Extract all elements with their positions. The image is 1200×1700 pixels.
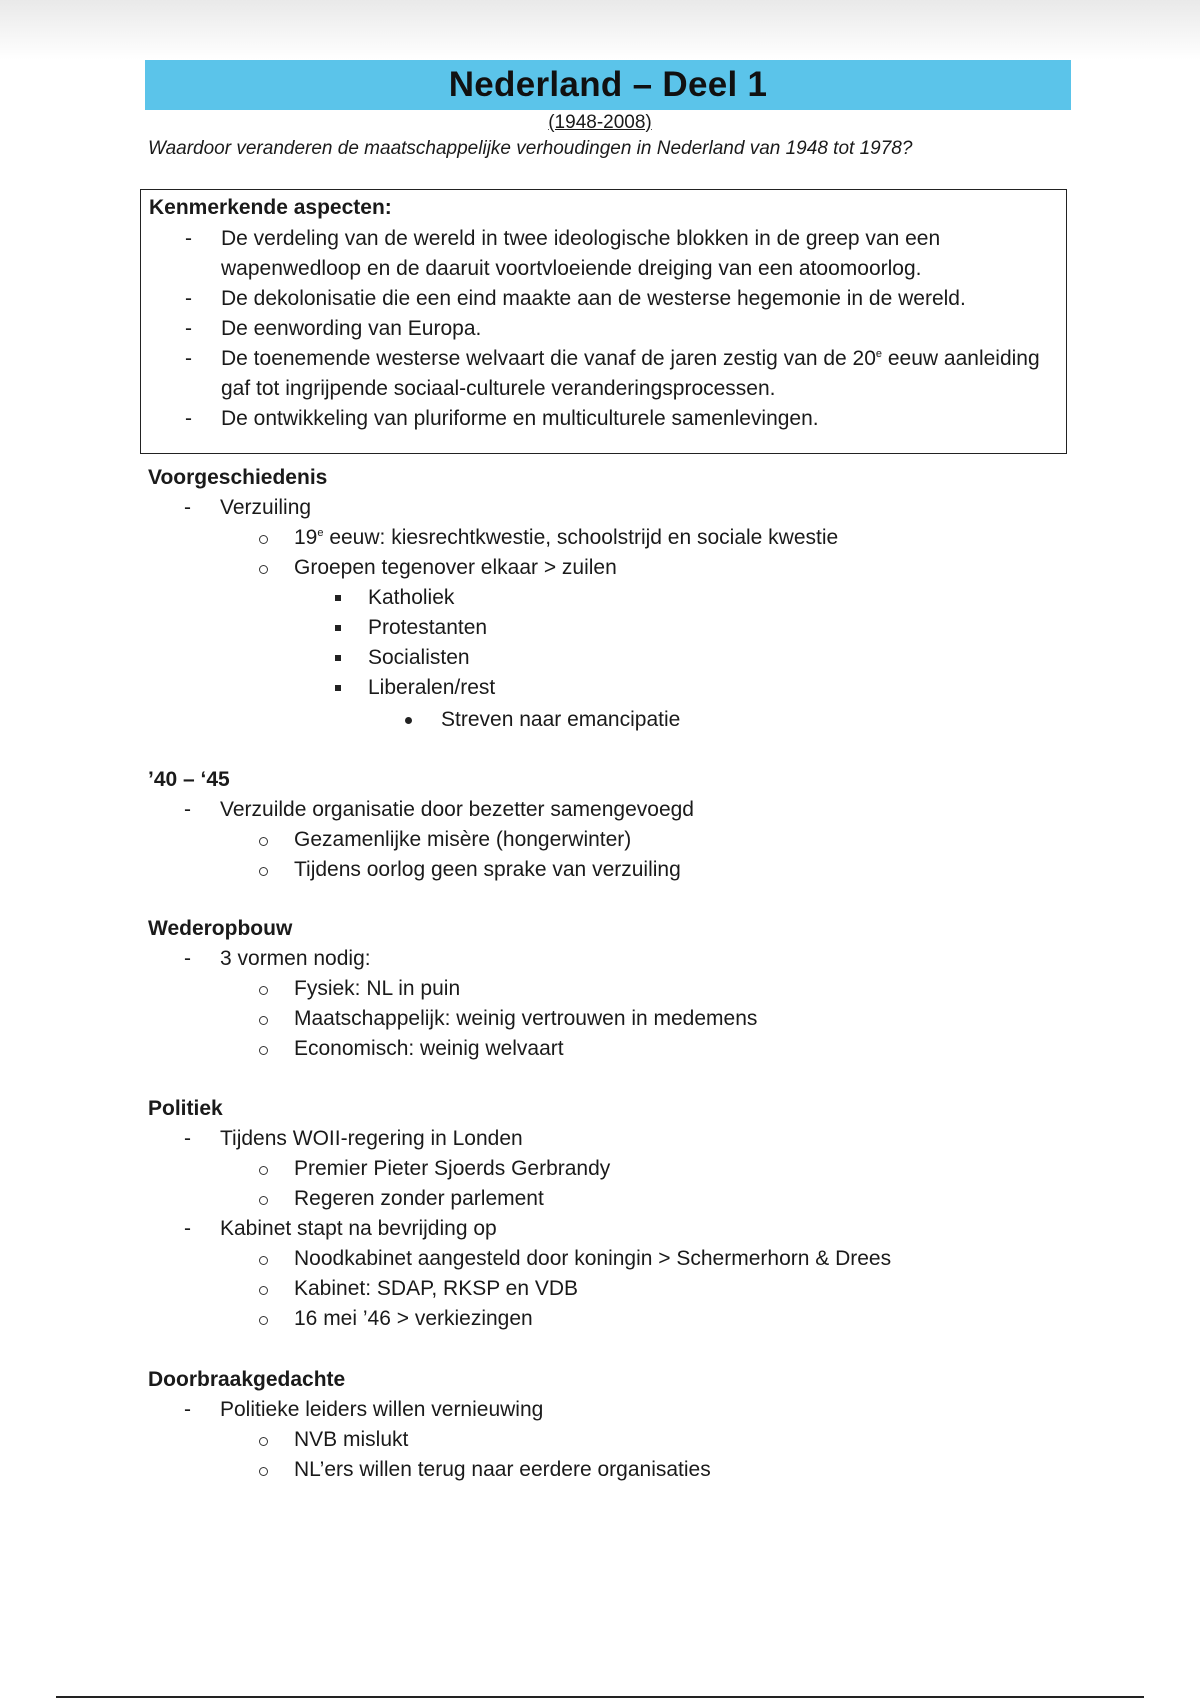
aspects-box (140, 189, 1067, 454)
aspect-item: - De verdeling van de wereld in twee ideologische blokken in de greep van een wapenwedloop en de daaruit voortvloeiende dreiging van een atoomoorlog. (141, 224, 1066, 284)
section-heading: Voorgeschiedenis (148, 466, 328, 489)
section-heading: ’40 – ‘45 (148, 768, 230, 791)
list-item: Tijdens oorlog geen sprake van verzuiling (148, 855, 694, 885)
list-item: NVB mislukt (148, 1425, 711, 1455)
list-item: Groepen tegenover elkaar > zuilen (148, 553, 838, 583)
aspect-item-text: De toenemende westerse welvaart die vanaf de jaren zestig van de 20 (221, 347, 876, 370)
section-oorlog (148, 765, 694, 885)
aspect-item: - De ontwikkeling van pluriforme en multiculturele samenlevingen. (141, 404, 1066, 434)
section-heading: Politiek (148, 1097, 223, 1120)
list-item: Katholiek (148, 583, 838, 613)
section-politiek (148, 1094, 891, 1334)
list-item: 16 mei ’46 > verkiezingen (148, 1304, 891, 1334)
list-item: - Tijdens WOII-regering in Londen (148, 1124, 891, 1154)
list-item: Noodkabinet aangesteld door koningin > Schermerhorn & Drees (148, 1244, 891, 1274)
superscript: e (875, 348, 883, 360)
list-item: Kabinet: SDAP, RKSP en VDB (148, 1274, 891, 1304)
list-item: Protestanten (148, 613, 838, 643)
bottom-divider (56, 1696, 1144, 1698)
aspect-item (141, 344, 1066, 404)
aspects-list (141, 224, 1066, 434)
section-wederopbouw (148, 914, 757, 1064)
list-item: Liberalen/rest (148, 673, 838, 703)
page-title: Nederland – Deel 1 (448, 65, 768, 104)
list-item: Regeren zonder parlement (148, 1184, 891, 1214)
list-item (148, 523, 838, 553)
list-item: Socialisten (148, 643, 838, 673)
list-item: - Verzuiling (148, 493, 838, 523)
section-heading: Doorbraakgedachte (148, 1368, 346, 1391)
section-doorbraakgedachte (148, 1365, 711, 1485)
aspects-heading: Kenmerkende aspecten: (149, 196, 392, 219)
top-shadow (0, 0, 1200, 60)
list-item: Premier Pieter Sjoerds Gerbrandy (148, 1154, 891, 1184)
superscript: e (317, 527, 324, 539)
list-item: Maatschappelijk: weinig vertrouwen in medemens (148, 1004, 757, 1034)
aspect-item: - De eenwording van Europa. (141, 314, 1066, 344)
period-label: (1948-2008) (548, 112, 652, 133)
list-item-text: 19 (294, 526, 318, 549)
list-item-text-rest: eeuw: kiesrechtkwestie, schoolstrijd en sociale kwestie (323, 526, 839, 549)
central-question: Waardoor veranderen de maatschappelijke verhoudingen in Nederland van 1948 tot 1978? (148, 138, 913, 159)
section-heading: Wederopbouw (148, 917, 293, 940)
list-item: NL’ers willen terug naar eerdere organisaties (148, 1455, 711, 1485)
title-banner (145, 60, 1071, 110)
list-item: Streven naar emancipatie (148, 703, 838, 737)
list-item: Fysiek: NL in puin (148, 974, 757, 1004)
list-item: - Politieke leiders willen vernieuwing (148, 1395, 711, 1425)
list-item: - Verzuilde organisatie door bezetter samengevoegd (148, 795, 694, 825)
section-voorgeschiedenis (148, 463, 838, 737)
aspect-item-text-rest: eeuw aanleiding gaf tot ingrijpende sociaal-culturele veranderingsprocessen. (221, 347, 1040, 400)
list-item: - Kabinet stapt na bevrijding op (148, 1214, 891, 1244)
list-item: Economisch: weinig welvaart (148, 1034, 757, 1064)
list-item: Gezamenlijke misère (hongerwinter) (148, 825, 694, 855)
aspect-item: - De dekolonisatie die een eind maakte aan de westerse hegemonie in de wereld. (141, 284, 1066, 314)
list-item: - 3 vormen nodig: (148, 944, 757, 974)
